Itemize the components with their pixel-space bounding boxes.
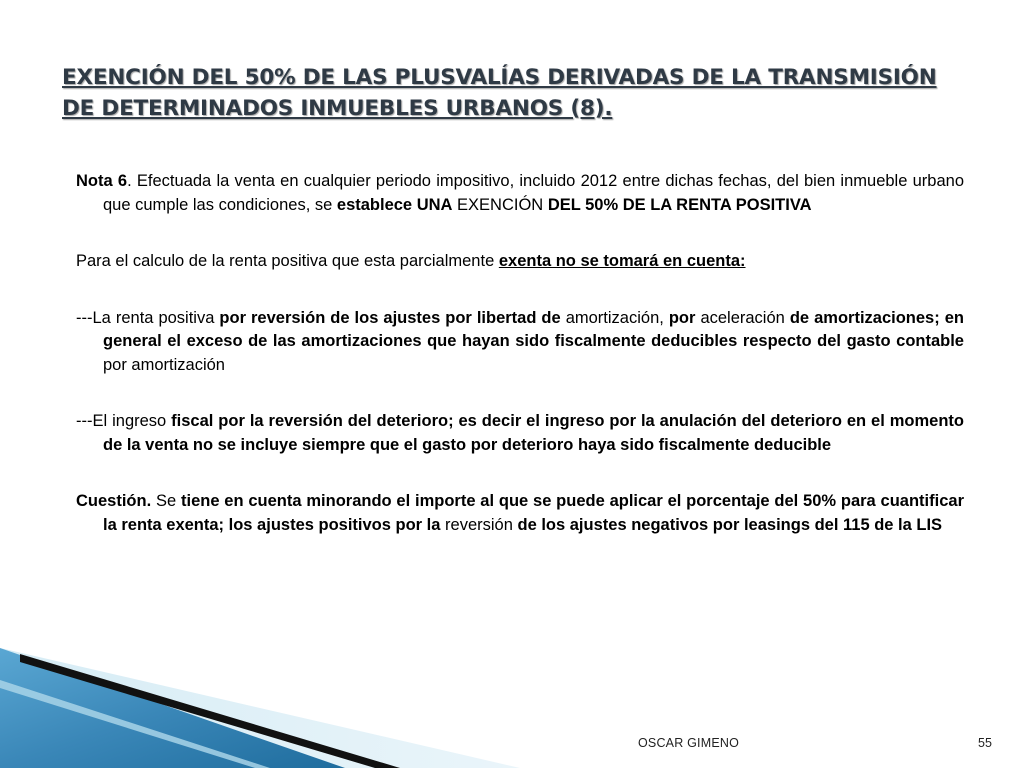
calc-emphasis: exenta no se tomará en cuenta: [498, 252, 746, 270]
nota-bold-1: establece UNA [336, 195, 453, 214]
cuestion-lead: Cuestión. [76, 492, 152, 510]
nota-lead: Nota 6 [76, 172, 128, 190]
cuestion-text-2: reversión [445, 515, 513, 534]
nota-paragraph [76, 170, 964, 217]
cuestion-paragraph [76, 490, 964, 537]
slide-title: EXENCIÓN DEL 50% DE LAS PLUSVALÍAS DERIVADAS DE LA TRANSMISIÓN DE DETERMINADOS INMUEBLES URBANOS (8). [62, 65, 937, 121]
nota-bold-2: DEL 50% DE LA RENTA POSITIVA [547, 195, 812, 214]
item-2-text-1: ---El ingreso [76, 412, 172, 430]
item-1-text-3: aceleración [695, 308, 790, 327]
cuestion-bold-2: de los ajustes negativos por leasings del 115 de la LIS [512, 515, 943, 534]
item-1-text-1: ---La renta positiva [76, 308, 220, 327]
item-1-bold-1: por reversión de los ajustes por libertad de [219, 308, 561, 327]
nota-text-1: . Efectuada la venta en cualquier periodo impositivo, incluido 2012 entre dichas fechas, del bien inmueble urbano que cumple las condiciones, se [103, 172, 964, 214]
item-2-bold-1: fiscal por la reversión del deterioro; es decir el ingreso por la anulación del deterioro en el momento de la venta no se incluye siempre que el gasto por deterioro haya sido fiscalmente deducible [103, 412, 964, 454]
footer-author: OSCAR GIMENO [638, 736, 740, 750]
calc-paragraph [76, 250, 964, 274]
item-1-paragraph [76, 307, 964, 378]
cuestion-text-1: Se [151, 492, 181, 510]
slide-body [76, 170, 964, 570]
item-1-bold-3: de amortizaciones; en general el exceso de las amortizaciones que hayan sido fiscalmente deducibles respecto del gasto contable [103, 308, 964, 350]
footer-page-number: 55 [978, 736, 992, 750]
calc-text: Para el calculo de la renta positiva que esta parcialmente [76, 252, 499, 270]
item-2-paragraph [76, 410, 964, 457]
item-1-text-4: por amortización [103, 355, 225, 374]
decorative-corner-swoosh [0, 640, 520, 768]
item-1-text-2: amortización, [560, 308, 669, 327]
item-1-bold-2: por [668, 308, 696, 327]
nota-text-2: EXENCIÓN [452, 195, 548, 214]
cuestion-bold-1: tiene en cuenta minorando el importe al que se puede aplicar el porcentaje del 50% para cuantificar la renta exenta; los ajustes positivos por la [103, 492, 964, 534]
